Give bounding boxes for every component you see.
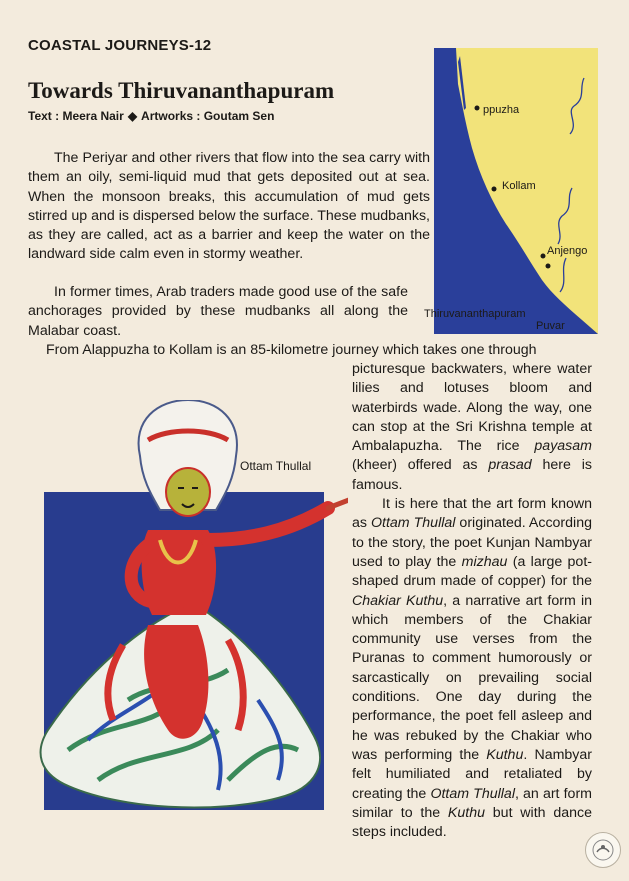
publisher-logo	[585, 832, 621, 868]
byline-art-credit: Artworks : Goutam Sen	[141, 109, 275, 123]
map-dot-thiruvananthapuram	[546, 264, 551, 269]
map-dot-kollam	[492, 187, 497, 192]
term-mizhau: mizhau	[461, 553, 508, 570]
map-dot-alappuzha	[475, 106, 480, 111]
term-prasad: prasad	[488, 457, 532, 474]
map-dot-anjengo	[541, 254, 546, 259]
term-ottam-thullal: Ottam Thullal	[430, 785, 515, 802]
byline	[28, 109, 274, 123]
paragraph-arab-traders: In former times, Arab traders made good use of the safe anchorages provided by these mudbanks all along the Malabar coast.	[28, 284, 408, 339]
byline-text-credit: Text : Meera Nair	[28, 109, 124, 123]
paragraph-ottam-thullal-origin	[352, 495, 592, 842]
text-run: (kheer) offered as	[352, 457, 489, 474]
text-run: picturesque backwaters, where water lilies and lotuses bloom and waterbirds wade. Along the way, one can stop at the Sri Krishna temple at Ambalapuzha. The rice	[352, 361, 592, 455]
map-label-alappuzha: ppuzha	[483, 104, 520, 116]
map-label-kollam: Kollam	[502, 180, 536, 192]
term-chakiar-kuthu: Chakiar Kuthu	[352, 592, 444, 609]
term-kuthu: Kuthu	[447, 804, 485, 821]
text-run: It is here that the art form known as	[352, 496, 592, 532]
text-run: . Nambyar felt humiliated and retaliated by creating the	[352, 746, 593, 802]
term-ottam-thullal: Ottam Thullal	[371, 515, 456, 532]
paragraph-mudbanks: The Periyar and other rivers that flow into the sea carry with them an oily, semi-liquid mud that gets deposited out at sea. When the monsoon breaks, this accumulation of mud gets stirred up and is dispersed below the surface. These mudbanks, as they are called, act as a barrier and keep the water on the landward side calm even in stormy weather.	[28, 150, 430, 263]
text-run: here is famous.	[352, 457, 592, 493]
map-label-puvar: Puvar	[536, 320, 565, 332]
paragraph-journey-intro: From Alappuzha to Kollam is an 85-kilometre journey which takes one through	[46, 342, 537, 358]
text-run: , an art form similar to the	[352, 785, 592, 821]
text-run: , a narrative art form in which members of the Chakiar community use verses from the Puranas to comment humorously or sarcastically on prevailing social conditions. One day during the performance, the poet fell asleep and he was rebuked by the Chakiar who was performing the	[352, 592, 592, 763]
term-payasam: payasam	[534, 438, 592, 455]
logo-mark-icon	[591, 838, 615, 862]
right-text-column	[352, 360, 592, 842]
text-run: (a large pot-shaped drum made of copper) for the	[352, 553, 592, 590]
illustration-caption: Ottam Thullal	[240, 459, 312, 473]
diamond-separator-icon: ◆	[127, 109, 138, 123]
text-run: originated. According to the story, the poet Kunjan Nambyar used to play the	[352, 515, 592, 570]
series-heading: COASTAL JOURNEYS-12	[28, 37, 212, 54]
term-kuthu: Kuthu	[486, 746, 524, 763]
article-title: Towards Thiruvananthapuram	[28, 78, 335, 103]
map-label-anjengo: Anjengo	[547, 245, 588, 257]
text-run: but with dance steps included.	[352, 804, 592, 841]
map-label-thiruvananthapuram: Thiruvananthapuram	[424, 308, 526, 320]
art-face	[166, 468, 210, 516]
paragraph-backwaters	[352, 360, 592, 495]
